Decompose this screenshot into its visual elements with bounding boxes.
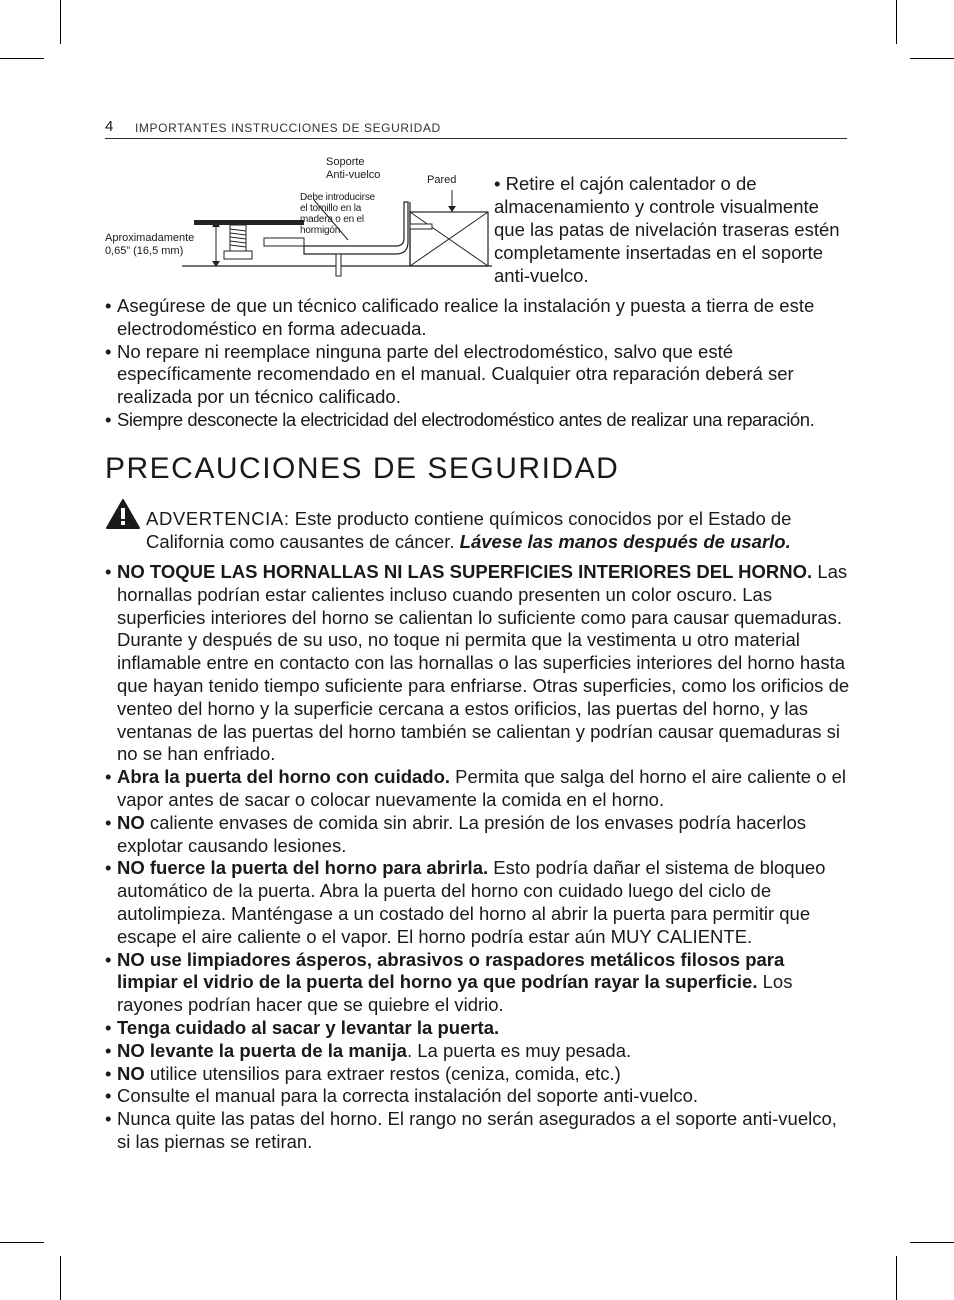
list-item-text: Los rayones podrían hacer que se quiebre el vidrio. (117, 971, 793, 1016)
screw-note-line: el tornillo en la (300, 203, 362, 214)
list-item (105, 812, 850, 858)
warning-emphasis: Lávese las manos después de usarlo. (459, 531, 791, 552)
list-item (105, 1108, 850, 1154)
bullet-marker: • (494, 173, 506, 194)
screw-note-line: hormigón (300, 225, 341, 236)
list-item-bold: NO TOQUE LAS HORNALLAS NI LAS SUPERFICIES INTERIORES DEL HORNO. (117, 561, 813, 582)
list-item-bold: NO use limpiadores ásperos, abrasivos o raspadores metálicos filosos para limpiar el vidrio de la puerta del horno ya que podrían rayar la superficie. (117, 948, 785, 993)
warning-body: Este producto contiene químicos conocidos por el Estado de California como causantes de cáncer. (146, 508, 792, 552)
bracket-label-line: Soporte (326, 156, 365, 168)
warning-text (146, 507, 846, 553)
warning-label: ADVERTENCIA: (146, 508, 290, 529)
header-title: IMPORTANTES INSTRUCCIONES DE SEGURIDAD (135, 121, 441, 135)
list-item (105, 857, 850, 948)
section-title: PRECAUCIONES DE SEGURIDAD (105, 452, 620, 485)
crop-mark (896, 0, 897, 44)
precautions-list (105, 561, 850, 1154)
list-item (105, 1085, 850, 1108)
crop-mark (60, 0, 61, 44)
screw-note (300, 192, 375, 236)
height-label-line: Aproximadamente (105, 232, 195, 244)
anti-tip-bracket-diagram (104, 150, 492, 280)
list-item-text: Consulte el manual para la correcta instalación del soporte anti-vuelco. (117, 1085, 699, 1107)
crop-mark (896, 1256, 897, 1300)
list-item-bold: NO (117, 1062, 145, 1084)
screw-note-line: Debe introducirse (300, 192, 375, 203)
bracket-label-line: Anti-vuelco (326, 169, 381, 181)
crop-mark (910, 1242, 954, 1243)
list-item (105, 766, 850, 812)
list-item-bold: NO fuerce la puerta del horno para abrirla. (117, 857, 489, 879)
list-item (105, 1040, 850, 1063)
list-item-bold: Tenga cuidado al sacar y levantar la puerta. (117, 1016, 500, 1038)
safety-instructions-list (105, 295, 855, 432)
list-item-bold: NO levante la puerta de la manija (117, 1039, 407, 1061)
list-item (105, 949, 850, 1017)
list-item: • Asegúrese de que un técnico calificado realice la instalación y puesta a tierra de este electrodoméstico en forma adecuada. (105, 295, 855, 341)
list-item (105, 561, 850, 766)
crop-mark (0, 58, 44, 59)
list-item-bold: Abra la puerta del horno con cuidado. (117, 766, 451, 788)
crop-mark (910, 58, 954, 59)
screw-note-line: madera o en el (300, 214, 364, 225)
list-item-bold: NO (117, 811, 145, 833)
anti-tip-bracket-illustration (104, 150, 492, 280)
bracket-label (326, 156, 380, 182)
list-item-text: Nunca quite las patas del horno. El rango no serán asegurados a el soporte anti-vuelco, si las piernas se retiran. (117, 1108, 837, 1152)
list-item (105, 1063, 850, 1086)
list-item-text: Permita que salga del horno el aire caliente o el vapor antes de sacar o colocar nuevamente la comida en el horno. (117, 766, 846, 810)
height-label (105, 232, 194, 258)
list-item-text: . La puerta es muy pesada. (406, 1039, 632, 1061)
height-label-line: 0,65” (16,5 mm) (105, 245, 184, 257)
list-item-text: Las hornallas podrían estar calientes incluso cuando presenten un color oscuro. Las superficies interiores del horno se calientan lo suficiente como para causar quemaduras. Durante y después de su uso, no toque ni permita que la vestimenta u otro material inflamable entre en contacto con las hornallas o las superficies interiores del horno hasta que hayan tenido tiempo suficiente para enfriarse. Otras superficies, como los orificios de venteo del horno y la superficie cercana a estos orificios, las puertas del horno, y las ventanas de las puertas del horno también se calientan y podrían causar quemaduras si no se han enfriado. (117, 561, 850, 765)
page-number: 4 (105, 118, 114, 135)
list-item: • Siempre desconecte la electricidad del electrodoméstico antes de realizar una reparación. (105, 409, 855, 432)
crop-mark (60, 1256, 61, 1300)
crop-mark (0, 1242, 44, 1243)
page-header (105, 118, 847, 139)
list-item-text: Esto podría dañar el sistema de bloqueo automático de la puerta. Abra la puerta del horno con cuidado luego del ciclo de autolimpieza. Manténgase a un costado del horno al abrir la puerta para permitir que escape el aire caliente o el vapor. El horno podría estar aún MUY CALIENTE. (117, 857, 826, 947)
list-item (105, 1017, 850, 1040)
list-item: • No repare ni reemplace ninguna parte del electrodoméstico, salvo que esté específicamente recomendado en el manual. Cualquier otra reparación deberá ser realizada por un técnico calificado. (105, 341, 855, 409)
wall-label: Pared (427, 174, 457, 186)
intro-bullet-text: Retire el cajón calentador o de almacenamiento y controle visualmente que las patas de nivelación traseras estén completamente insertadas en el soporte anti-vuelco. (494, 173, 840, 286)
warning-triangle-icon (105, 498, 141, 530)
intro-bullet (494, 172, 854, 287)
list-item-text: caliente envases de comida sin abrir. La presión de los envases podría hacerlos explotar causando lesiones. (117, 811, 806, 856)
list-item-text: utilice utensilios para extraer restos (ceniza, comida, etc.) (144, 1062, 621, 1084)
